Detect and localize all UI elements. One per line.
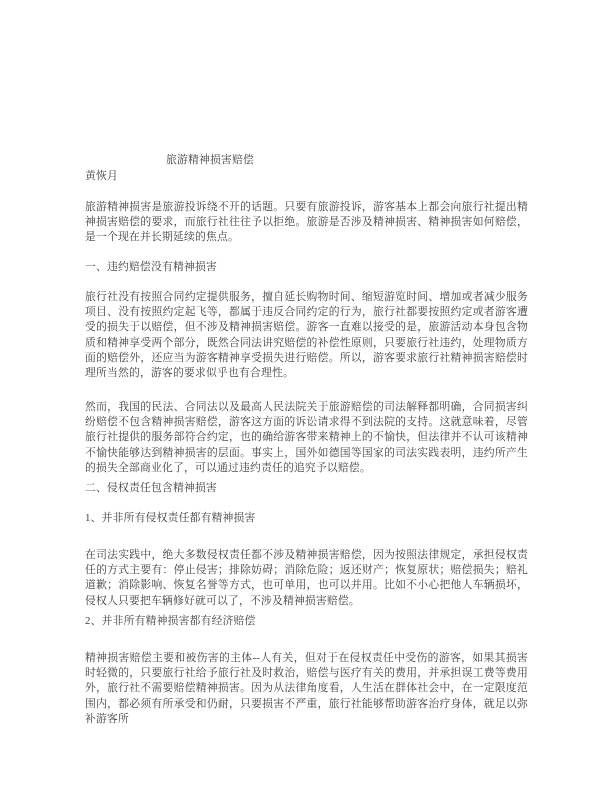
paragraph-economic-compensation: 精神损害赔偿主要和被伤害的主体--人有关，但对于在侵权责任中受伤的游客，如果其损害时轻微的，只要旅行社给予旅行社及时救治，赔偿与医疗有关的费用，并承担误工费等费用外，旅行社不需要赔偿精神损害。因为从法律角度看，人生活在群体社会中，在一定限度范围内，都必须有所承受和仍耐，只要损害不严重，旅行社能够帮助游客治疗身体，就足以弥补游客所 [85, 652, 528, 725]
section-heading-breach: 一、违约赔偿没有精神损害 [85, 261, 217, 273]
paragraph-tort-liability: 在司法实践中，绝大多数侵权责任都不涉及精神损害赔偿，因为按照法律规定，承担侵权责任的方式主要有：停止侵害；排除妨碍；消除危险；返还财产；恢复原状；赔偿损失；赔礼道歉；消除影响、恢复名誉等方式，也可单用，也可以并用。比如不小心把他人车辆损坏，侵权人只要把车辆修好就可以了，不涉及精神损害赔偿。 [85, 549, 528, 607]
document-title: 旅游精神损害赔偿 [166, 154, 254, 166]
subheading-not-all-tort: 1、并非所有侵权责任都有精神损害 [85, 512, 256, 524]
paragraph-intro: 旅游精神损害是旅游投诉绕不开的话题。只要有旅游投诉，游客基本上都会向旅行社提出精神损害赔偿的要求，而旅行社往往予以拒绝。旅游是否涉及精神损害、精神损害如何赔偿，是一个现在并长期延续的焦点。 [85, 201, 528, 244]
subheading-not-all-damage: 2、并非所有精神损害都有经济赔偿 [85, 615, 256, 627]
paragraph-law-interpretation: 然而，我国的民法、合同法以及最高人民法院关于旅游赔偿的司法解释都明确，合同损害纠纷赔偿不包含精神损害赔偿，游客这方面的诉讼请求得不到法院的支持。这就意味着，尽管旅行社提供的服务部符合约定，也的确给游客带来精神上的不愉快，但法律并不认可该精神不愉快能够达到精神损害的层面。事实上，国外如德国等国家的司法实践表明，违约所产生的损失全部商业化了，可以通过违约责任的追究予以赔偿。 [85, 401, 528, 474]
author-name: 黄恢月 [85, 170, 118, 182]
paragraph-breach-compensation: 旅行社没有按照合同约定提供服务，擅自延长购物时间、缩短游览时间、增加或者减少服务项目、没有按照约定起飞等，都属于违反合同约定的行为，旅行社都要按照约定或者游客遭受的损失于以赔偿，但不涉及精神损害赔偿。游客一直难以接受的是，旅游活动本身包含物质和精神享受两个部分，既然合同法讲究赔偿的补偿性原则，只要旅行社违约，处理物质方面的赔偿外，还应当为游客精神享受损失进行赔偿。所以，游客要求旅行社精神损害赔偿时理所当然的，游客的要求似乎也有合理性。 [85, 291, 528, 380]
section-heading-tort: 二、侵权责任包含精神损害 [85, 482, 217, 494]
